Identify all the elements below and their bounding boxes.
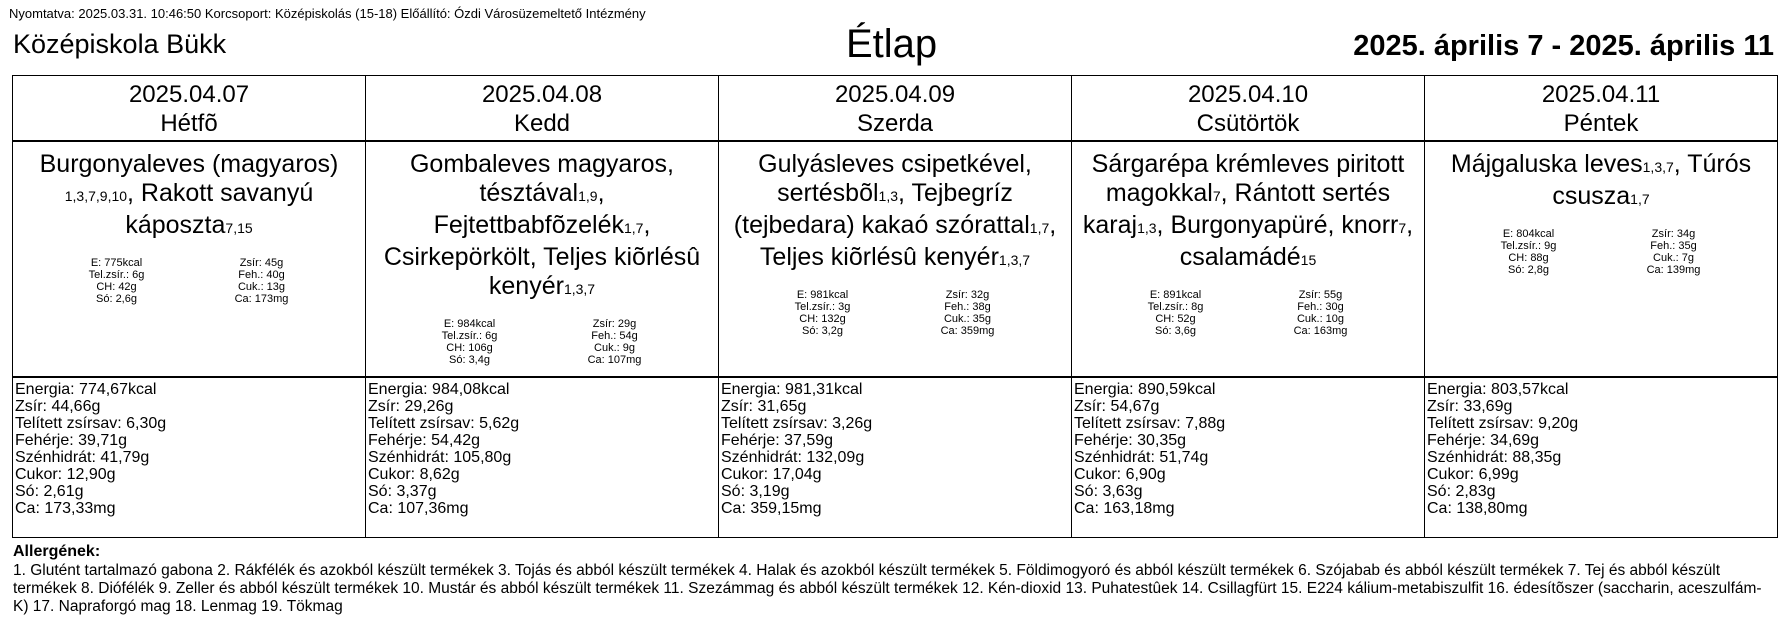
detail-carbs: Szénhidrát: 51,74g	[1074, 449, 1209, 466]
detail-fat: Zsír: 54,67g	[1074, 398, 1160, 415]
menu-item: Gombaleves magyaros, tésztával	[409, 150, 674, 207]
menu-text	[727, 150, 1063, 275]
detail-energy: Energia: 774,67kcal	[15, 381, 157, 398]
detail-energy: Energia: 984,08kcal	[368, 381, 510, 398]
detail-calcium: Ca: 107,36mg	[368, 500, 469, 517]
summary-protein: Feh.: 35g	[1650, 240, 1697, 252]
detail-protein: Fehérje: 34,69g	[1427, 432, 1540, 449]
detail-sugar: Cukor: 12,90g	[15, 466, 116, 483]
detail-sugar: Cukor: 6,99g	[1427, 466, 1519, 483]
summary-fat: Zsír: 55g	[1298, 289, 1343, 301]
date-range: 2025. április 7 - 2025. április 11	[1353, 30, 1774, 62]
summary-protein: Feh.: 54g	[591, 330, 638, 342]
detail-fat: Zsír: 44,66g	[15, 398, 101, 415]
detail-sugar: Cukor: 17,04g	[721, 466, 822, 483]
detail-fat: Zsír: 29,26g	[368, 398, 454, 415]
summary-salt: Só: 3,6g	[1155, 325, 1196, 337]
detail-sugar: Cukor: 8,62g	[368, 466, 460, 483]
summary-carbs: CH: 132g	[799, 313, 846, 325]
detail-sat-fat: Telített zsírsav: 6,30g	[15, 415, 167, 432]
menu-item: , Teljes kiõrlésû kenyér	[759, 211, 1057, 271]
summary-fat: Zsír: 45g	[239, 257, 284, 269]
allergen-codes: 1,7	[1630, 191, 1650, 207]
summary-sat-fat: Tel.zsír.: 6g	[441, 330, 498, 342]
menu-item: , Tejbegríz (tejbedara) kakaó szórattal	[733, 179, 1030, 239]
summary-energy: E: 804kcal	[1502, 228, 1555, 240]
day-menu	[366, 142, 718, 378]
summary-carbs: CH: 88g	[1508, 252, 1549, 264]
allergen-codes: 1,3,7	[998, 252, 1031, 268]
summary-sugar: Cuk.: 9g	[594, 342, 635, 354]
menu-item: , csalamádé	[1179, 211, 1414, 271]
day-menu	[1425, 142, 1777, 378]
allergens-list: 1. Glutént tartalmazó gabona 2. Rákfélék és azokból készült termékek 3. Tojás és abból készült termékek 4. Halak és azokból készült termékek 5. Földimogyoró és abból készült termékek 6. Szójabab és abból készült termékek 7. Tej és abból készült termékek 8. Diófélék 9. Zeller és abból készült termékek 10. Mustár és abból készült termékek 11. Szezámmag és abból készült termékek 12. Kén-dioxid 13. Puhatestûek 14. Csillagfürt 15. E224 kálium-metabiszulfit 16. édesítõszer (saccharin, aceszulfám-K) 17. Napraforgó mag 18. Lenmag 19. Tökmag	[13, 562, 1762, 615]
day-menu	[13, 142, 365, 378]
summary-fat: Zsír: 34g	[1651, 228, 1696, 240]
summary-protein: Feh.: 40g	[238, 269, 285, 281]
summary-calcium: Ca: 107mg	[587, 354, 642, 366]
detail-salt: Só: 2,83g	[1427, 483, 1496, 500]
summary-salt: Só: 2,8g	[1508, 264, 1549, 276]
summary-calcium: Ca: 163mg	[1293, 325, 1348, 337]
day-menu	[719, 142, 1071, 378]
detail-energy: Energia: 890,59kcal	[1074, 381, 1216, 398]
detail-protein: Fehérje: 37,59g	[721, 432, 834, 449]
page-title: Étlap	[846, 22, 938, 66]
nutrition-details	[1072, 378, 1424, 517]
summary-sugar: Cuk.: 7g	[1653, 252, 1694, 264]
summary-calcium: Ca: 139mg	[1646, 264, 1701, 276]
detail-protein: Fehérje: 54,42g	[368, 432, 481, 449]
day-date: 2025.04.11	[1541, 81, 1661, 108]
detail-calcium: Ca: 138,80mg	[1427, 500, 1528, 517]
day-column-friday	[1425, 76, 1777, 537]
print-meta: Nyomtatva: 2025.03.31. 10:46:50 Korcsoport: Középiskolás (15-18) Előállító: Ózdi Városüzemeltető Intézmény	[9, 6, 646, 21]
detail-sat-fat: Telített zsírsav: 5,62g	[368, 415, 520, 432]
allergen-codes: 7	[1398, 220, 1407, 236]
menu-item: , Fejtettbabfõzelék	[433, 179, 624, 239]
detail-salt: Só: 3,37g	[368, 483, 437, 500]
summary-carbs: CH: 106g	[446, 342, 493, 354]
detail-calcium: Ca: 173,33mg	[15, 500, 116, 517]
allergen-codes: 7,15	[225, 220, 253, 236]
allergen-codes: 7	[1212, 188, 1221, 204]
summary-sugar: Cuk.: 10g	[1296, 313, 1345, 325]
summary-salt: Só: 3,2g	[802, 325, 843, 337]
allergen-codes: 15	[1300, 252, 1317, 268]
detail-protein: Fehérje: 30,35g	[1074, 432, 1187, 449]
day-header	[366, 76, 718, 142]
day-name: Péntek	[1563, 110, 1639, 137]
day-header	[13, 76, 365, 142]
summary-salt: Só: 3,4g	[449, 354, 490, 366]
detail-fat: Zsír: 33,69g	[1427, 398, 1513, 415]
day-date: 2025.04.10	[1187, 81, 1309, 108]
detail-fat: Zsír: 31,65g	[721, 398, 807, 415]
detail-carbs: Szénhidrát: 105,80g	[368, 449, 512, 466]
nutrition-details	[13, 378, 365, 517]
allergen-codes: 1,3,7,9,10	[64, 188, 128, 204]
nutrition-summary	[1456, 228, 1746, 276]
day-menu	[1072, 142, 1424, 378]
day-header	[1072, 76, 1424, 142]
summary-energy: E: 984kcal	[443, 318, 496, 330]
menu-text	[1080, 150, 1416, 275]
allergens-title: Allergének:	[13, 543, 101, 560]
summary-sugar: Cuk.: 35g	[943, 313, 992, 325]
day-column-thursday	[1072, 76, 1425, 537]
menu-item: Gulyásleves csipetkével, sertésbõl	[758, 150, 1032, 207]
menu-item: Májgaluska leves	[1450, 150, 1643, 178]
summary-sat-fat: Tel.zsír.: 3g	[794, 301, 851, 313]
nutrition-summary	[1103, 289, 1393, 337]
summary-protein: Feh.: 38g	[944, 301, 991, 313]
day-column-tuesday	[366, 76, 719, 537]
summary-calcium: Ca: 359mg	[940, 325, 995, 337]
summary-energy: E: 775kcal	[90, 257, 143, 269]
summary-calcium: Ca: 173mg	[234, 293, 289, 305]
allergen-codes: 1,3,7	[563, 281, 596, 297]
detail-sat-fat: Telített zsírsav: 3,26g	[721, 415, 873, 432]
day-header	[1425, 76, 1777, 142]
day-date: 2025.04.08	[481, 81, 603, 108]
detail-salt: Só: 3,63g	[1074, 483, 1143, 500]
detail-salt: Só: 3,19g	[721, 483, 790, 500]
day-column-wednesday	[719, 76, 1072, 537]
detail-sat-fat: Telített zsírsav: 7,88g	[1074, 415, 1226, 432]
nutrition-summary	[750, 289, 1040, 337]
detail-sugar: Cukor: 6,90g	[1074, 466, 1166, 483]
summary-sat-fat: Tel.zsír.: 9g	[1500, 240, 1557, 252]
allergen-codes: 1,3	[878, 188, 899, 204]
nutrition-details	[1425, 378, 1777, 517]
nutrition-summary	[397, 318, 687, 366]
menu-item: , Rakott savanyú káposzta	[125, 179, 314, 239]
summary-carbs: CH: 52g	[1155, 313, 1196, 325]
summary-sat-fat: Tel.zsír.: 6g	[88, 269, 145, 281]
detail-carbs: Szénhidrát: 132,09g	[721, 449, 865, 466]
allergen-codes: 1,7	[623, 220, 644, 236]
day-name: Kedd	[513, 110, 571, 137]
summary-fat: Zsír: 32g	[945, 289, 990, 301]
summary-sat-fat: Tel.zsír.: 8g	[1147, 301, 1204, 313]
detail-energy: Energia: 981,31kcal	[721, 381, 863, 398]
school-name: Középiskola Bükk	[13, 29, 227, 59]
detail-carbs: Szénhidrát: 88,35g	[1427, 449, 1562, 466]
detail-energy: Energia: 803,57kcal	[1427, 381, 1569, 398]
summary-protein: Feh.: 30g	[1297, 301, 1344, 313]
menu-item: , Túrós csusza	[1552, 150, 1752, 210]
menu-item: , Rántott sertés karaj	[1082, 179, 1391, 239]
nutrition-summary	[44, 257, 334, 305]
menu-item: , Csirkepörkölt, Teljes kiõrlésû kenyér	[383, 211, 701, 300]
summary-fat: Zsír: 29g	[592, 318, 637, 330]
nutrition-details	[366, 378, 718, 517]
day-date: 2025.04.07	[128, 81, 250, 108]
menu-item: Sárgarépa krémleves piritott magokkal	[1091, 150, 1405, 207]
day-name: Szerda	[856, 110, 934, 137]
day-name: Hétfõ	[160, 110, 218, 137]
summary-carbs: CH: 42g	[96, 281, 137, 293]
allergen-codes: 1,9	[578, 188, 598, 204]
menu-text	[1433, 150, 1769, 214]
nutrition-details	[719, 378, 1071, 517]
day-column-monday	[13, 76, 366, 537]
allergen-codes: 1,7	[1029, 220, 1050, 236]
day-date: 2025.04.09	[834, 81, 956, 108]
menu-text	[374, 150, 710, 304]
detail-salt: Só: 2,61g	[15, 483, 84, 500]
allergen-codes: 1,3	[1137, 220, 1157, 236]
detail-sat-fat: Telített zsírsav: 9,20g	[1427, 415, 1579, 432]
menu-item: , Burgonyapüré, knorr	[1156, 211, 1399, 239]
detail-calcium: Ca: 163,18mg	[1074, 500, 1175, 517]
summary-salt: Só: 2,6g	[96, 293, 137, 305]
detail-carbs: Szénhidrát: 41,79g	[15, 449, 150, 466]
allergen-codes: 1,3,7	[1642, 159, 1674, 175]
menu-table	[12, 75, 1778, 538]
summary-energy: E: 981kcal	[796, 289, 849, 301]
menu-item: Burgonyaleves (magyaros)	[39, 150, 339, 178]
detail-calcium: Ca: 359,15mg	[721, 500, 822, 517]
summary-energy: E: 891kcal	[1149, 289, 1202, 301]
day-header	[719, 76, 1071, 142]
day-name: Csütörtök	[1196, 110, 1300, 137]
summary-sugar: Cuk.: 13g	[237, 281, 286, 293]
detail-protein: Fehérje: 39,71g	[15, 432, 128, 449]
menu-text	[21, 150, 357, 243]
